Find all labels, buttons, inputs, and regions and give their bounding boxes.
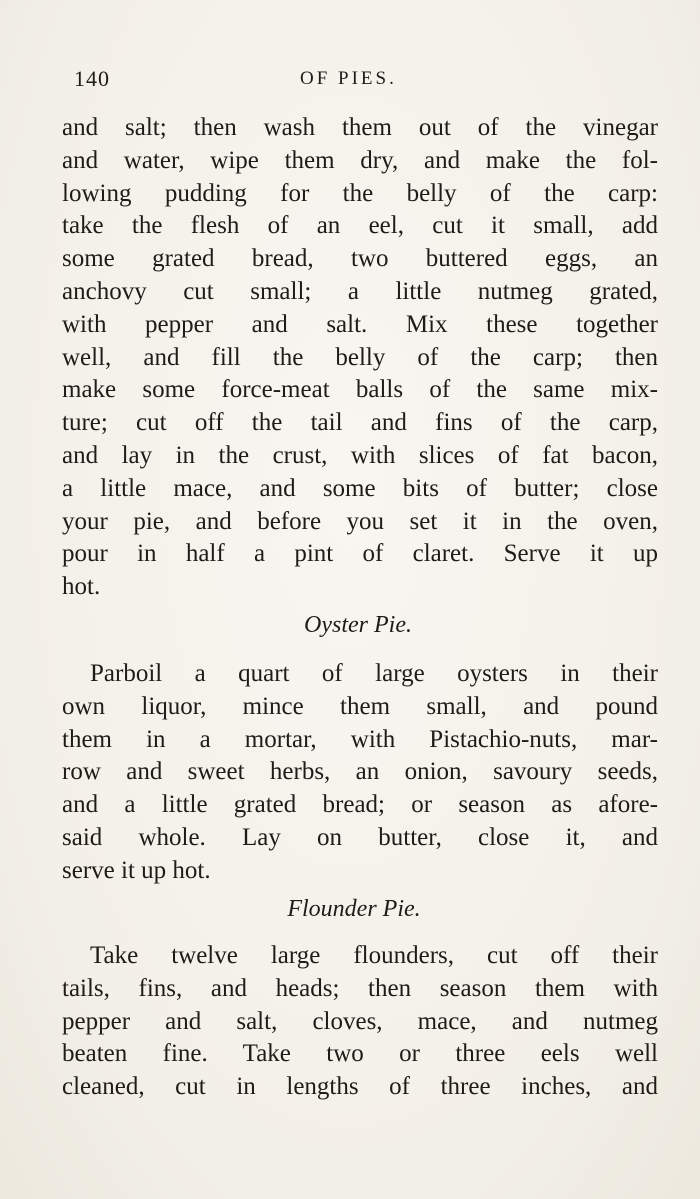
text-line: pour in half a pint of claret. Serve it up [62, 540, 658, 568]
page-header [72, 66, 652, 100]
text-line: row and sweet herbs, an onion, savoury seeds, [62, 758, 658, 786]
recipe-oyster-pie [62, 658, 658, 888]
text-line: your pie, and before you set it in the oven, [62, 507, 658, 535]
text-line: anchovy cut small; a little nutmeg grated, [62, 277, 658, 305]
text-line: said whole. Lay on butter, close it, and [62, 823, 658, 851]
recipe-continuation [62, 112, 658, 604]
recipe-flounder-pie [62, 940, 658, 1104]
text-line: a little mace, and some bits of butter; close [62, 474, 658, 502]
text-line: with pepper and salt. Mix these together [62, 310, 658, 338]
text-line: lowing pudding for the belly of the carp: [62, 179, 658, 207]
text-line: ture; cut off the tail and fins of the carp, [62, 409, 658, 437]
text-line: tails, fins, and heads; then season them with [62, 974, 658, 1002]
text-line: some grated bread, two buttered eggs, an [62, 245, 658, 273]
text-line: and lay in the crust, with slices of fat bacon, [62, 441, 658, 469]
page-number: 140 [74, 66, 110, 91]
text-line: pepper and salt, cloves, mace, and nutmeg [62, 1007, 658, 1035]
running-head: OF PIES. [300, 68, 397, 89]
text-line: and a little grated bread; or season as afore- [62, 791, 658, 819]
text-line: them in a mortar, with Pistachio-nuts, mar- [62, 725, 658, 753]
text-line: well, and fill the belly of the carp; then [62, 343, 658, 371]
text-line: serve it up hot. [62, 856, 211, 884]
text-line: hot. [62, 573, 101, 601]
text-line: Parboil a quart of large oysters in their [90, 660, 658, 687]
text-line: and water, wipe them dry, and make the fol- [62, 146, 658, 174]
section-heading-flounder-pie: Flounder Pie. [287, 896, 421, 922]
text-line: and salt; then wash them out of the vinegar [62, 114, 658, 141]
text-line: cleaned, cut in lengths of three inches, and [62, 1073, 658, 1101]
text-line: take the flesh of an eel, cut it small, add [62, 212, 658, 240]
text-line: Take twelve large flounders, cut off their [90, 942, 658, 969]
text-line: own liquor, mince them small, and pound [62, 692, 658, 720]
text-line: make some force-meat balls of the same mix- [62, 376, 658, 404]
section-heading-oyster-pie: Oyster Pie. [304, 612, 412, 638]
text-line: beaten fine. Take two or three eels well [62, 1040, 658, 1068]
